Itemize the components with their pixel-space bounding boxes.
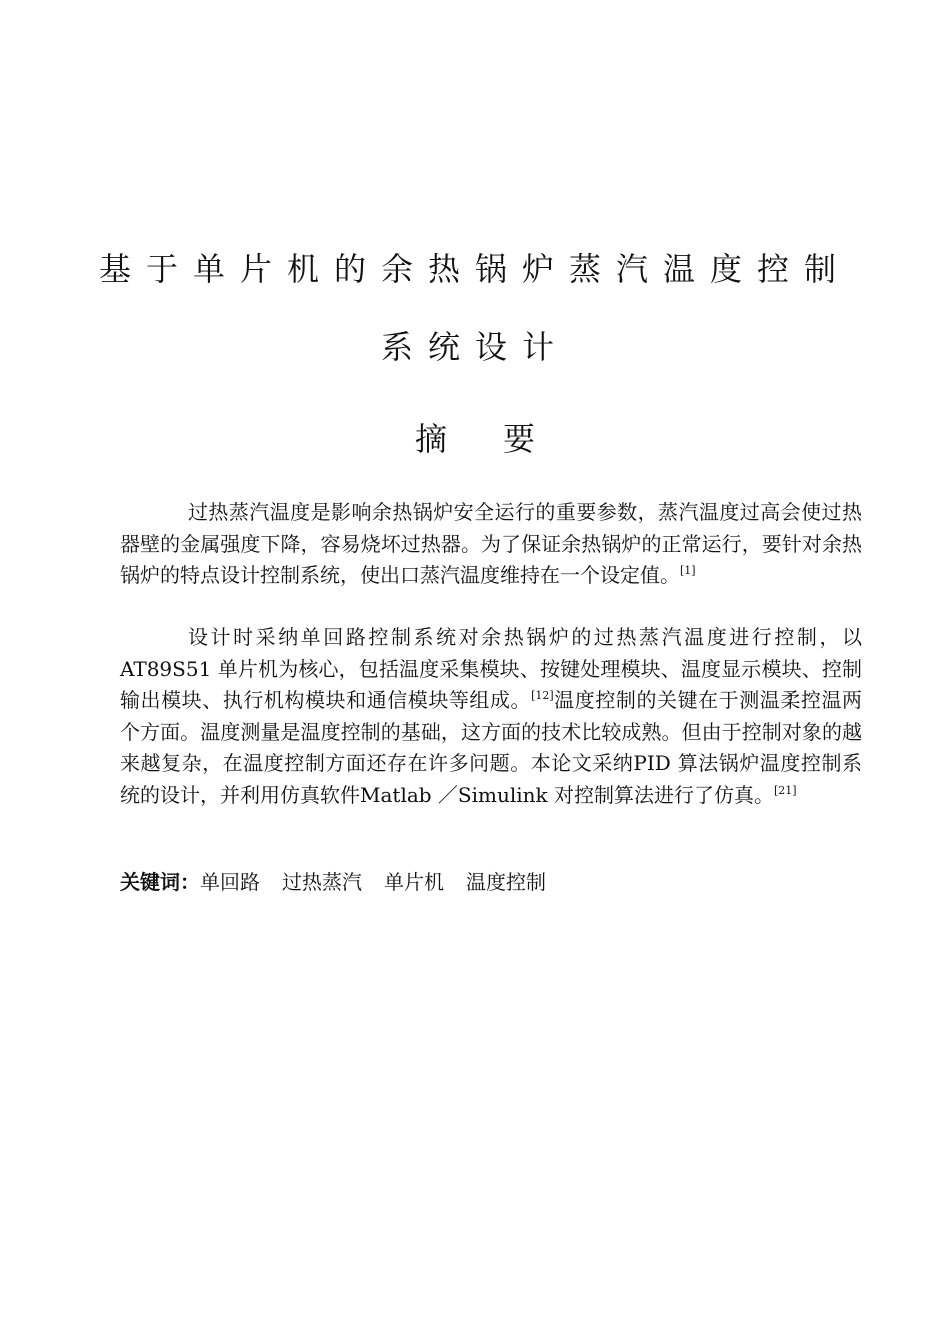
- abstract-paragraph-2-text-b: 温度控制的关键在于测温柔控温两个方面。温度测量是温度控制的基础，这方面的技术比较成熟。但由于控制对象的越来越复杂，在温度控制方面还存在许多问题。本论文采纳PID 算法锅炉温度控制系统的设计，并利用仿真软件Matlab ／Simulink 对控制算法进行了仿真。: [120, 688, 863, 807]
- keywords-label: 关键词：: [120, 870, 200, 894]
- keywords-line: [120, 866, 568, 895]
- abstract-paragraph-1-text: 过热蒸汽温度是影响余热锅炉安全运行的重要参数，蒸汽温度过高会使过热器壁的金属强度下降，容易烧坏过热器。为了保证余热锅炉的正常运行，要针对余热锅炉的特点设计控制系统，使出口蒸汽温度维持在一个设定值。: [120, 500, 862, 587]
- abstract-paragraph-1: [120, 497, 862, 592]
- keyword-item: 单片机: [384, 870, 444, 894]
- citation-ref-21: [21]: [774, 783, 797, 797]
- citation-ref-12: [12]: [531, 689, 554, 702]
- keyword-item: 温度控制: [466, 870, 546, 894]
- abstract-paragraph-2-text-a: 设计时采纳单回路控制系统对余热锅炉的过热蒸汽温度进行控制，以AT89S51 单片机为核心，包括温度采集模块、按键处理模块、温度显示模块、控制输出模块、执行机构模块和通信模块等组成。: [120, 625, 862, 712]
- keyword-item: 过热蒸汽: [282, 870, 362, 894]
- abstract-heading: [0, 414, 950, 460]
- title-line-1: 基于单片机的余热锅炉蒸汽温度控制: [98, 250, 851, 288]
- abstract-heading-char-2: 要: [503, 420, 536, 458]
- abstract-heading-char-1: 摘: [414, 420, 447, 458]
- keyword-item: 单回路: [200, 870, 260, 894]
- title-line-2: 系统设计: [380, 328, 569, 366]
- abstract-paragraph-2: [120, 622, 862, 811]
- citation-ref-1: [1]: [680, 564, 696, 577]
